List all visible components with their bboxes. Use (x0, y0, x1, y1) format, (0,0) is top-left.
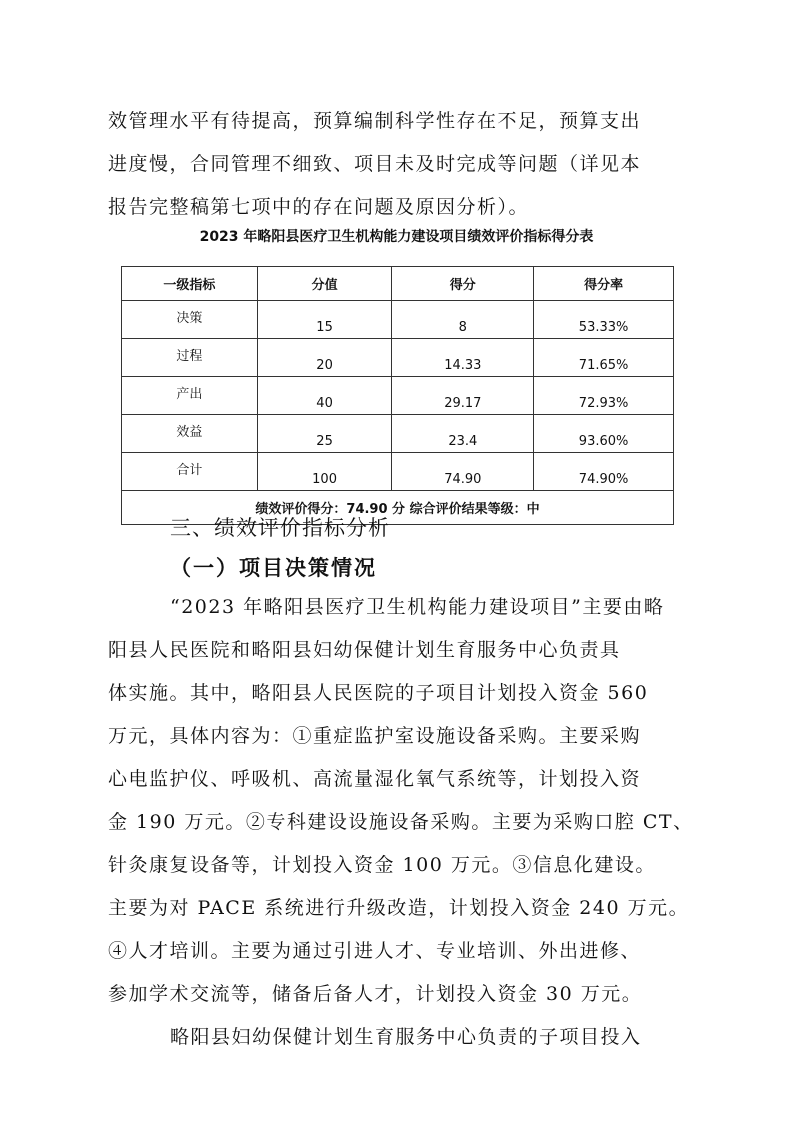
section-heading: 三、绩效评价指标分析 (170, 516, 390, 540)
table-row (122, 377, 674, 415)
header-indicator: 一级指标 (122, 267, 258, 301)
subsection-heading: （一）项目决策情况 (170, 555, 377, 580)
body-line-9: ④人才培训。主要为通过引进人才、专业培训、外出进修、 (108, 940, 642, 962)
body-line-10: 参加学术交流等，储备后备人才，计划投入资金 30 万元。 (108, 983, 643, 1005)
cell-value: 25 (257, 415, 392, 453)
cell-score: 23.4 (392, 415, 534, 453)
score-table (121, 266, 674, 525)
cell-rate: 74.90% (534, 453, 674, 491)
table-summary: 绩效评价得分：74.90 分 综合评价结果等级：中 (122, 491, 674, 525)
cell-value: 40 (257, 377, 392, 415)
table-row (122, 339, 674, 377)
cell-value: 20 (257, 339, 392, 377)
body-line-3: 体实施。其中，略阳县人民医院的子项目计划投入资金 560 (108, 682, 649, 704)
cell-indicator: 效益 (122, 415, 258, 453)
table-header-row (122, 267, 674, 301)
cell-rate: 72.93% (534, 377, 674, 415)
table-row (122, 415, 674, 453)
cell-indicator: 过程 (122, 339, 258, 377)
table-row (122, 301, 674, 339)
body-line-last: 略阳县妇幼保健计划生育服务中心负责的子项目投入 (170, 1026, 642, 1048)
intro-line-2: 进度慢，合同管理不细致、项目未及时完成等问题（详见本 (108, 153, 642, 175)
cell-indicator: 合计 (122, 453, 258, 491)
cell-value: 15 (257, 301, 392, 339)
body-line-5: 心电监护仪、呼吸机、高流量湿化氧气系统等，计划投入资 (108, 768, 642, 790)
cell-score: 74.90 (392, 453, 534, 491)
cell-score: 29.17 (392, 377, 534, 415)
table-row (122, 453, 674, 491)
body-line-4: 万元，具体内容为：①重症监护室设施设备采购。主要采购 (108, 725, 642, 747)
cell-rate: 93.60% (534, 415, 674, 453)
cell-rate: 53.33% (534, 301, 674, 339)
cell-indicator: 决策 (122, 301, 258, 339)
cell-score: 8 (392, 301, 534, 339)
cell-value: 100 (257, 453, 392, 491)
body-line-1: “2023 年略阳县医疗卫生机构能力建设项目”主要由略 (170, 596, 665, 618)
cell-score: 14.33 (392, 339, 534, 377)
header-score: 得分 (392, 267, 534, 301)
header-score-rate: 得分率 (534, 267, 674, 301)
intro-line-1: 效管理水平有待提高，预算编制科学性存在不足，预算支出 (108, 110, 642, 132)
body-line-8: 主要为对 PACE 系统进行升级改造，计划投入资金 240 万元。 (108, 897, 690, 919)
body-line-6: 金 190 万元。②专科建设设施设备采购。主要为采购口腔 CT、 (108, 811, 694, 833)
header-score-value: 分值 (257, 267, 392, 301)
table-caption: 2023 年略阳县医疗卫生机构能力建设项目绩效评价指标得分表 (199, 229, 594, 245)
cell-rate: 71.65% (534, 339, 674, 377)
intro-line-3: 报告完整稿第七项中的存在问题及原因分析）。 (108, 196, 530, 218)
cell-indicator: 产出 (122, 377, 258, 415)
body-line-7: 针灸康复设备等，计划投入资金 100 万元。③信息化建设。 (108, 854, 656, 876)
body-line-2: 阳县人民医院和略阳县妇幼保健计划生育服务中心负责具 (108, 639, 621, 661)
